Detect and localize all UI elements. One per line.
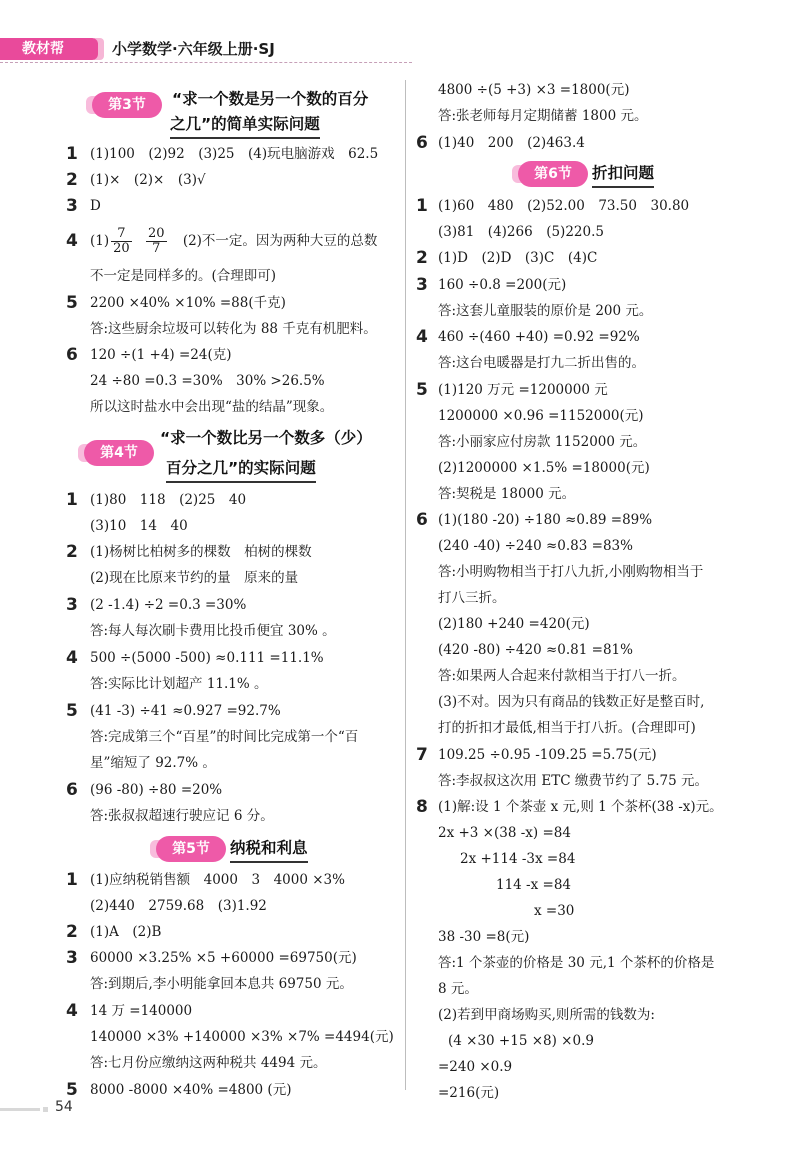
answer-line: 答:这套儿童服装的原价是 200 元。	[438, 303, 653, 319]
answer-line: (1)A (2)B	[90, 924, 162, 940]
question-number: 3	[66, 196, 78, 216]
section-badge: 第5节	[156, 836, 226, 862]
answer-line: (3)10 14 40	[90, 518, 188, 534]
equation-line: x =30	[534, 903, 575, 919]
question-number: 2	[66, 170, 78, 190]
answer-line: 答:1 个茶壶的价格是 30 元,1 个茶杯的价格是	[438, 955, 715, 971]
answer-line: (3)81 (4)266 (5)220.5	[438, 224, 604, 240]
answer-line: 答:张老师每月定期储蓄 1800 元。	[438, 108, 648, 124]
answer-line: (1)D (2)D (3)C (4)C	[438, 250, 598, 266]
answer-line: 14 万 =140000	[90, 1003, 193, 1019]
section-badge: 第4节	[84, 440, 154, 466]
equation-line: (4 ×30 +15 ×8) ×0.9	[448, 1033, 594, 1049]
answer-line: D	[90, 198, 101, 214]
equation-line: =240 ×0.9	[438, 1059, 513, 1075]
section-title: “求一个数比另一个数多（少）	[160, 429, 372, 447]
brand-tab: 教材帮	[0, 38, 98, 60]
section-title: 纳税和利息	[230, 836, 308, 863]
question-number: 6	[66, 780, 78, 800]
answer-line: 答:小明购物相当于打八九折,小刚购物相当于	[438, 564, 704, 580]
header-divider	[0, 62, 412, 63]
answer-line: (1)× (2)× (3)√	[90, 172, 206, 188]
question-number: 6	[66, 345, 78, 365]
question-number: 7	[416, 745, 428, 765]
answer-line: 答:契税是 18000 元。	[438, 486, 576, 502]
answer-line: 答:张叔叔超速行驶应记 6 分。	[90, 808, 274, 824]
section-badge: 第6节	[518, 161, 588, 187]
answer-line: 120 ÷(1 +4) =24(克)	[90, 347, 232, 363]
answer-line: (1)120 万元 =1200000 元	[438, 382, 608, 398]
answer-line: 500 ÷(5000 -500) ≈0.111 =11.1%	[90, 650, 324, 666]
section-title-line2: 之几”的简单实际问题	[170, 112, 320, 139]
answer-line: 答:到期后,李小明能拿回本息共 69750 元。	[90, 976, 353, 992]
answer-line: (2)若到甲商场购买,则所需的钱数为:	[438, 1007, 655, 1023]
answer-line: 答:小丽家应付房款 1152000 元。	[438, 434, 647, 450]
answer-line: (2)180 +240 =420(元)	[438, 616, 590, 632]
answer-line: 1200000 ×0.96 =1152000(元)	[438, 408, 644, 424]
question-number: 5	[66, 701, 78, 721]
question-number: 3	[416, 275, 428, 295]
answer-line: 2200 ×40% ×10% =88(千克)	[90, 295, 286, 311]
answer-line: 答:这些厨余垃圾可以转化为 88 千克有机肥料。	[90, 321, 377, 337]
page-number-dot	[43, 1107, 48, 1112]
answer-line: (2 -1.4) ÷2 =0.3 =30%	[90, 597, 247, 613]
column-divider	[405, 80, 406, 1090]
answer-prefix: (1)	[90, 233, 110, 249]
question-number: 3	[66, 595, 78, 615]
question-number: 1	[66, 144, 78, 164]
question-number: 6	[416, 510, 428, 530]
equation-line: 2x +3 ×(38 -x) =84	[438, 825, 571, 841]
equation-line: 2x +114 -3x =84	[460, 851, 576, 867]
answer-line: (1)解:设 1 个茶壶 x 元,则 1 个茶杯(38 -x)元。	[438, 799, 723, 815]
answer-line: (3)不对。因为只有商品的钱数正好是整百时,	[438, 694, 705, 710]
section-5-header	[156, 836, 356, 862]
answer-line: 8 元。	[438, 981, 478, 997]
answer-line: (2)440 2759.68 (3)1.92	[90, 898, 267, 914]
section-title: 折扣问题	[592, 161, 654, 188]
answer-text: (2)不一定。因为两种大豆的总数	[182, 233, 378, 249]
answer-line: (2)现在比原来节约的量 原来的量	[90, 570, 299, 586]
answer-line: (1)80 118 (2)25 40	[90, 492, 247, 508]
answer-line: 打的折扣才最低,相当于打八折。(合理即可)	[438, 720, 696, 736]
question-number: 2	[66, 542, 78, 562]
answer-line: (96 -80) ÷80 =20%	[90, 782, 223, 798]
answer-line: 24 ÷80 =0.3 =30% 30% >26.5%	[90, 373, 325, 389]
answer-line: (1)100 (2)92 (3)25 (4)玩电脑游戏 62.5	[90, 146, 379, 162]
answer-line: 答:李叔叔这次用 ETC 缴费节约了 5.75 元。	[438, 773, 708, 789]
fraction: $\frac{7}{20}$	[113, 226, 130, 256]
page-header	[0, 32, 420, 62]
question-number: 4	[66, 231, 78, 251]
answer-line: 不一定是同样多的。(合理即可)	[90, 268, 277, 284]
book-title: 小学数学·六年级上册·SJ	[112, 40, 275, 58]
question-number: 1	[66, 870, 78, 890]
section-badge: 第3节	[92, 92, 162, 118]
answer-line: (1)杨树比柏树多的棵数 柏树的棵数	[90, 544, 312, 560]
question-number: 4	[66, 1001, 78, 1021]
question-number: 5	[66, 293, 78, 313]
section-title: “求一个数是另一个数的百分	[172, 90, 369, 108]
answer-line: (240 -40) ÷240 ≈0.83 =83%	[438, 538, 633, 554]
question-number: 8	[416, 797, 428, 817]
answer-line: (1)60 480 (2)52.00 73.50 30.80	[438, 198, 690, 214]
answer-line: 460 ÷(460 +40) =0.92 =92%	[438, 329, 640, 345]
answer-line: (1)应纳税销售额 4000 3 4000 ×3%	[90, 872, 345, 888]
question-number: 3	[66, 948, 78, 968]
question-number: 2	[416, 248, 428, 268]
answer-line: 160 ÷0.8 =200(元)	[438, 277, 567, 293]
question-number: 5	[416, 380, 428, 400]
answer-line: (41 -3) ÷41 ≈0.927 =92.7%	[90, 703, 281, 719]
answer-line-fractions	[90, 224, 377, 258]
answer-line: (2)1200000 ×1.5% =18000(元)	[438, 460, 650, 476]
question-number: 1	[66, 490, 78, 510]
answer-line: 8000 -8000 ×40% =4800 (元)	[90, 1082, 292, 1098]
fraction: $\frac{20}{7}$	[147, 226, 165, 256]
answer-line: 140000 ×3% +140000 ×3% ×7% =4494(元)	[90, 1029, 394, 1045]
answer-line: 60000 ×3.25% ×5 +60000 =69750(元)	[90, 950, 357, 966]
answer-line: 打八三折。	[438, 590, 506, 606]
answer-line: 109.25 ÷0.95 -109.25 =5.75(元)	[438, 747, 657, 763]
answer-line: 答:七月份应缴纳这两种税共 4494 元。	[90, 1055, 327, 1071]
answer-line: (1)(180 -20) ÷180 ≈0.89 =89%	[438, 512, 653, 528]
answer-line: 答:如果两人合起来付款相当于打八一折。	[438, 668, 686, 684]
page-number: 54	[55, 1099, 73, 1115]
question-number: 2	[66, 922, 78, 942]
question-number: 4	[66, 648, 78, 668]
answer-line: 答:实际比计划超产 11.1% 。	[90, 676, 268, 692]
question-number: 6	[416, 133, 428, 153]
answer-line: 答:完成第三个“百星”的时间比完成第一个“百	[90, 729, 359, 745]
section-6-header	[518, 161, 688, 187]
equation-line: =216(元)	[438, 1085, 500, 1101]
answer-line: 星”缩短了 92.7% 。	[90, 755, 216, 771]
question-number: 1	[416, 196, 428, 216]
answer-line: 答:这台电暖器是打九二折出售的。	[438, 355, 646, 371]
answer-line: 所以这时盐水中会出现“盐的结晶”现象。	[90, 399, 334, 415]
answer-line: 4800 ÷(5 +3) ×3 =1800(元)	[438, 82, 630, 98]
answer-line: 答:每人每次刷卡费用比投币便宜 30% 。	[90, 623, 336, 639]
question-number: 5	[66, 1080, 78, 1100]
answer-line: 38 -30 =8(元)	[438, 929, 530, 945]
page-number-bar	[0, 1108, 40, 1111]
answer-line: (1)40 200 (2)463.4	[438, 135, 585, 151]
section-title-line2: 百分之几”的实际问题	[166, 456, 316, 483]
answer-line: (420 -80) ÷420 ≈0.81 =81%	[438, 642, 633, 658]
equation-line: 114 -x =84	[496, 877, 572, 893]
question-number: 4	[416, 327, 428, 347]
